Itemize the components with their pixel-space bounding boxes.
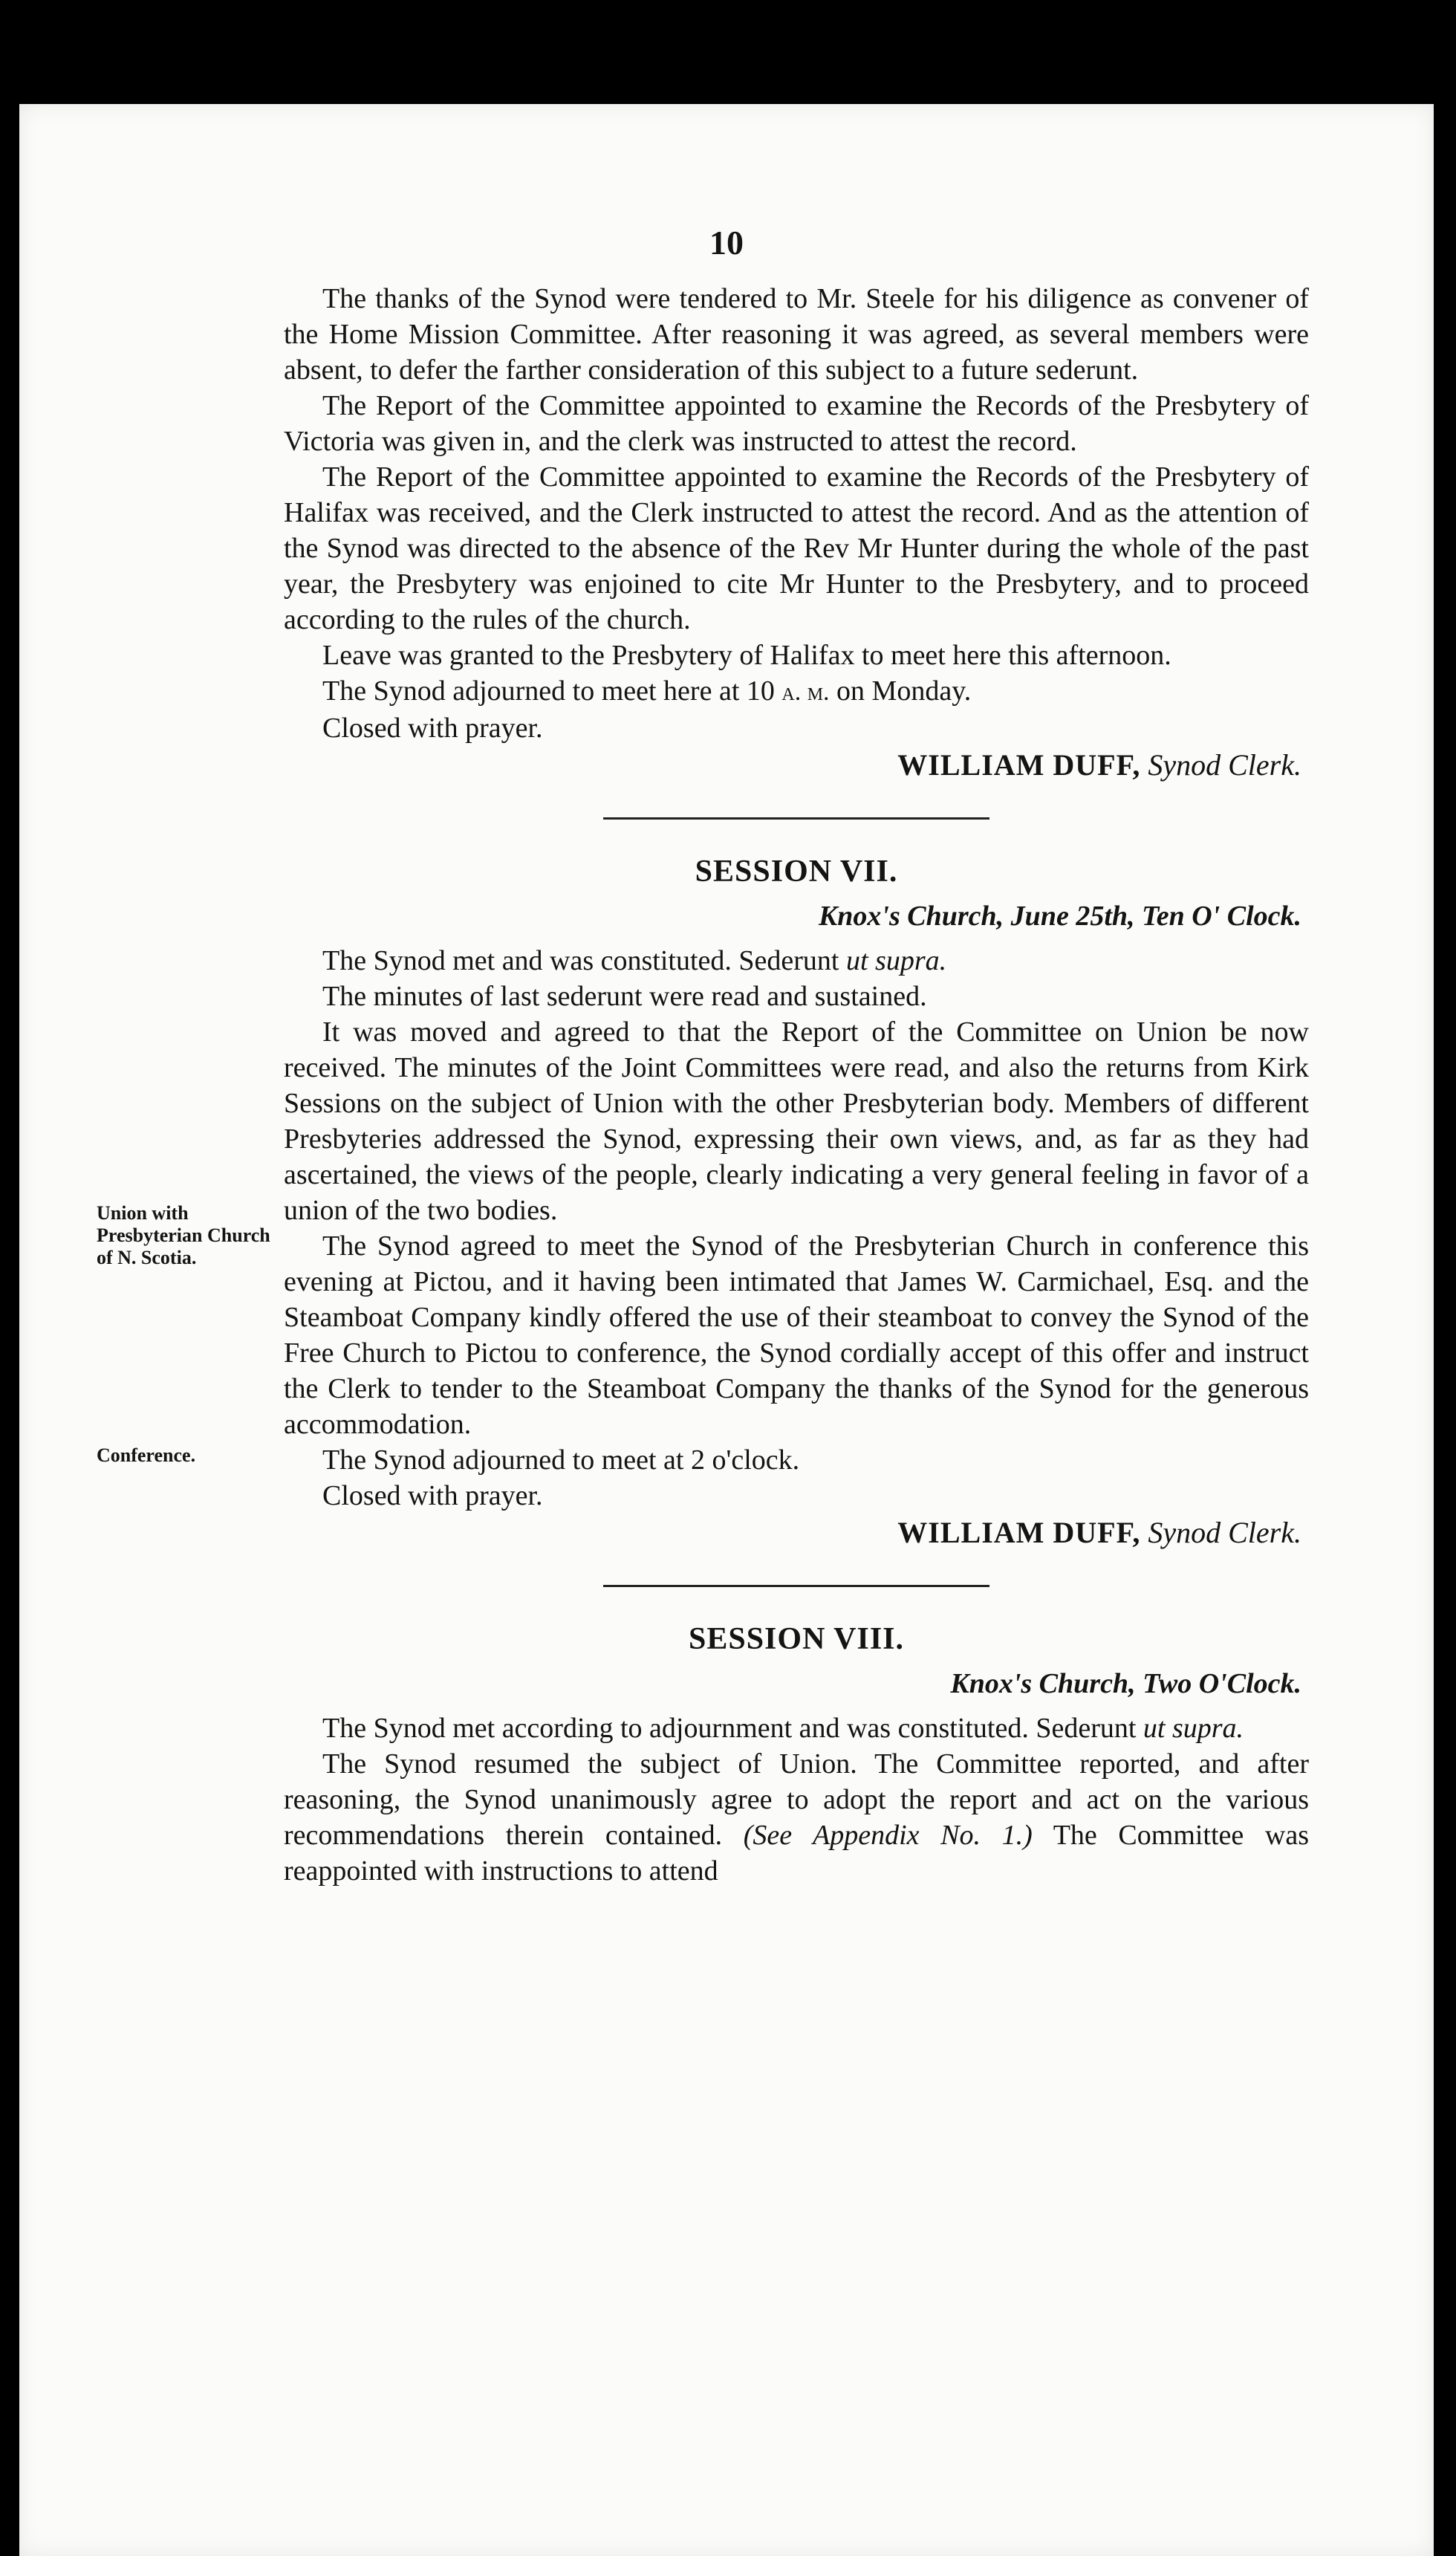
- paragraph-minutes-read: The minutes of last sederunt were read and sustained.: [322, 981, 927, 1012]
- paragraph-adjournment: [284, 673, 1309, 710]
- body-text: [284, 281, 1309, 1889]
- page-number: 10: [709, 224, 744, 262]
- margin-note-conference: Conference.: [97, 1444, 196, 1466]
- appendix-reference: (See Appendix No. 1.): [743, 1820, 1033, 1851]
- session-place: Knox's Church, June 25th, Ten O' Clock.: [818, 901, 1301, 932]
- adjourn-day: on Monday.: [829, 675, 972, 707]
- signature-title: Synod Clerk.: [1148, 748, 1301, 782]
- latin-phrase: ut supra.: [846, 945, 947, 976]
- session-title: SESSION VIII.: [688, 1622, 905, 1656]
- paragraph-conference: The Synod agreed to meet the Synod of the Presbyterian Church in conference this evening at Pictou, and it having been intimated that James W. Carmichael, Esq. and the Steamboat Company kindly offered the use of their steamboat to convey the Synod of the Free Church to Pictou to conference, the Synod cordially accept of this offer and instruct the Clerk to tender to the Steamboat Company the thanks of the Synod for the generous accommodation.: [284, 1230, 1309, 1440]
- margin-note-union: Union with Presbyterian Church of N. Scotia.: [97, 1202, 270, 1268]
- union-resumed-text: The Synod resumed the subject of Union. The Committee reported, and after reasoning, the Synod unanimously agree to adopt the report and act on the various recommendations therein contained.: [284, 1748, 1309, 1851]
- paragraph-constituted: [284, 943, 1309, 979]
- signature: [284, 747, 1309, 783]
- paragraph-constituted: [284, 1710, 1309, 1746]
- session-title: SESSION VII.: [695, 854, 898, 889]
- signature-name: WILLIAM DUFF,: [897, 1516, 1141, 1549]
- paragraph-union-report: It was moved and agreed to that the Report of the Committee on Union be now received. The minutes of the Joint Committees were read, and also the returns from Kirk Sessions on the subject of Union with the other Presbyterian body. Members of different Presbyteries addressed the Synod, expressing their own views, and, as far as they had ascertained, the views of the people, clearly indicating a very general feeling in favor of a union of the two bodies.: [284, 1016, 1309, 1226]
- paragraph-closing: Closed with prayer.: [322, 713, 543, 744]
- paragraph-closing: Closed with prayer.: [322, 1480, 543, 1511]
- paragraph-adjournment: The Synod adjourned to meet at 2 o'clock.: [322, 1444, 800, 1476]
- constituted-text: The Synod met and was constituted. Sederunt: [322, 945, 846, 976]
- committee-reappointed-text: The Committee was reappointed with instructions to attend: [284, 1820, 1309, 1887]
- section-minutes-continued: [284, 281, 1309, 783]
- session-viii: [284, 1621, 1309, 1889]
- latin-phrase: ut supra.: [1143, 1713, 1244, 1744]
- paragraph-halifax-records: The Report of the Committee appointed to examine the Records of the Presbytery of Halifax was received, and the Clerk instructed to attest the record. And as the attention of the Synod was directed to the absence of the Rev Mr Hunter during the whole of the past year, the Presbytery was enjoined to cite Mr Hunter to the Presbytery, and to proceed according to the rules of the church.: [284, 461, 1309, 635]
- section-divider: [603, 817, 989, 820]
- paragraph-home-mission: The thanks of the Synod were tendered to Mr. Steele for his diligence as convener of the Home Mission Committee. After reasoning it was agreed, as several members were absent, to defer the farther consideration of this subject to a future sederunt.: [284, 283, 1309, 386]
- session-vii: [284, 854, 1309, 1551]
- constituted-text: The Synod met according to adjournment and was constituted. Sederunt: [322, 1713, 1143, 1744]
- signature-name: WILLIAM DUFF,: [897, 748, 1141, 782]
- adjourn-text: The Synod adjourned to meet here at 10: [322, 675, 782, 707]
- paragraph-halifax-leave: Leave was granted to the Presbytery of Halifax to meet here this afternoon.: [322, 640, 1171, 671]
- document-page: [19, 104, 1434, 2556]
- signature: [284, 1515, 1309, 1551]
- adjourn-time: a. m.: [781, 678, 830, 706]
- paragraph-union-resumed: [284, 1746, 1309, 1889]
- scan-border-top: [0, 0, 1456, 104]
- paragraph-victoria-records: The Report of the Committee appointed to examine the Records of the Presbytery of Victoria was given in, and the clerk was instructed to attest the record.: [284, 390, 1309, 457]
- signature-title: Synod Clerk.: [1148, 1516, 1301, 1549]
- section-divider: [603, 1585, 989, 1587]
- session-place: Knox's Church, Two O'Clock.: [950, 1668, 1301, 1699]
